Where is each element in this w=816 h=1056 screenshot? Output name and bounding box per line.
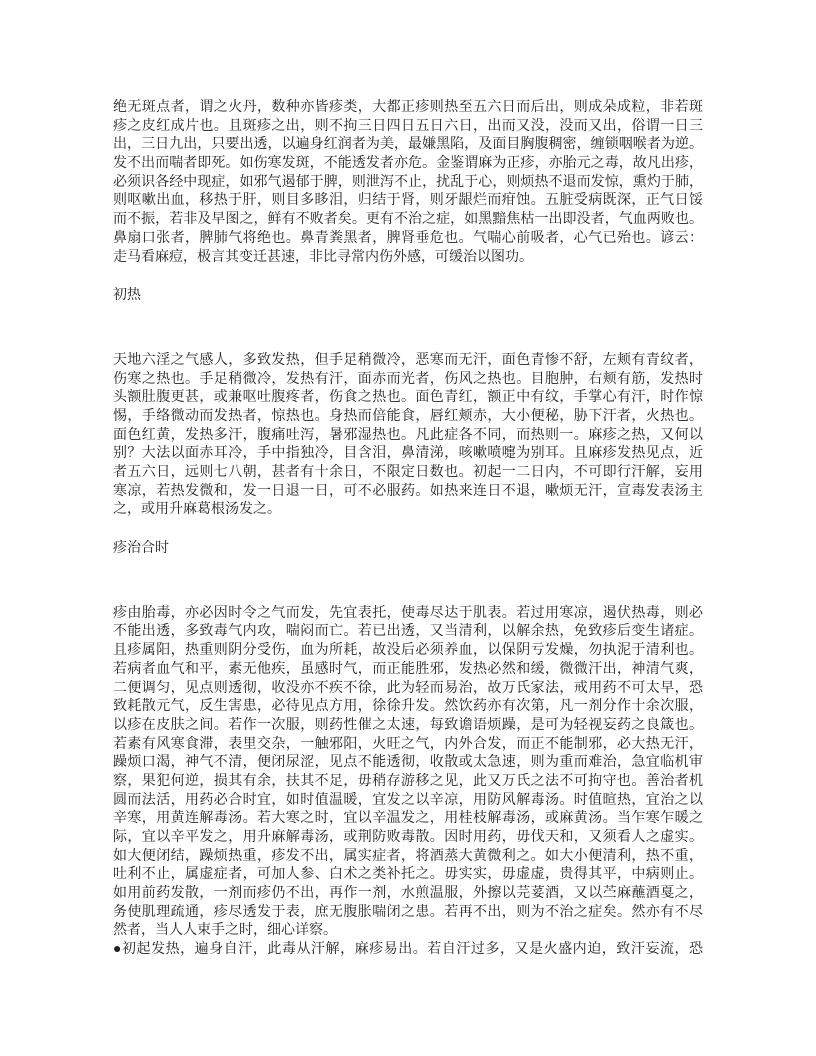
text-line: 如用前药发散，一剂而疹仍不出，再作一剂，水煎温服，外擦以芫荽酒，又以苎麻蘸酒戛之， — [113, 886, 703, 902]
text-line: 如大便闭结，躁烦热重，疹发不出，属实症者，将酒蒸大黄微利之。如大小便清利，热不重， — [113, 848, 703, 864]
bullet-note-paragraph — [113, 941, 703, 960]
text-line: 际，宜以辛平发之，用升麻解毒汤，或荆防败毒散。因时用药，毋伐天和，又须看人之虚实。 — [113, 830, 703, 846]
section-heading-timely-treatment: 疹治合时 — [113, 541, 169, 557]
text-line: 二便调匀，见点则透彻，收没亦不疾不徐，此为轻而易治，故万氏家法，戒用药不可太早，恐 — [113, 680, 703, 696]
text-line: 躁烦口渴，神气不清，便闭尿涩，见点不能透彻，收散或太急速，则为重而难治，急宜临机审 — [113, 755, 703, 771]
section-heading-initial-fever: 初热 — [113, 288, 141, 304]
text-line: 吐利不止，属虚症者，可加人参、白术之类补托之。毋实实，毋虚虚，贵得其平，中病则止。 — [113, 867, 703, 883]
text-line: 寒凉，若热发微和，发一日退一日，可不必服药。如热来连日不退，嗽烦无汗，宣毒发表汤主 — [113, 483, 703, 499]
text-line: 伤寒之热也。手足稍微冷，发热有汗，面赤而光者，伤风之热也。目胞肿，右颊有筋，发热时 — [113, 371, 703, 387]
text-line: 头额肚腹更甚，或兼呕吐腹疼者，伤食之热也。面色青红，额正中有纹，手掌心有汗，时作惊 — [113, 390, 703, 406]
paragraph-initial-fever — [113, 352, 703, 520]
text-line: 惕，手络微动而发热者，惊热也。身热而倍能食，唇红颊赤，大小便秘，胁下汗者，火热也。 — [113, 408, 703, 424]
text-line: 面色红黄，发热多汗，腹痛吐泻，暑邪湿热也。凡此症各不同，而热则一。麻疹之热，又何以 — [113, 427, 703, 443]
text-line: 以疹在皮肤之间。若作一次服，则药性催之太速，每致谵语烦躁，是可为轻视妄药之良箴也。 — [113, 717, 703, 733]
text-line: 绝无斑点者，谓之火丹，数种亦皆疹类，大都正疹则热至五六日而后出，则成朵成粒，非若斑 — [113, 100, 703, 115]
text-line: 之，或用升麻葛根汤发之。 — [113, 502, 281, 518]
text-line: 致耗散元气，反生害患，必待见点方用，徐徐升发。然饮药亦有次第，凡一剂分作十余次服， — [113, 699, 703, 715]
text-line: 且疹属阳，热重则阴分受伤，血为所耗，故没后必须养血，以保阴亏发燥，勿执泥于清利也。 — [113, 643, 703, 659]
paragraph-measles-eruption — [113, 99, 703, 267]
text-line: ●初起发热，遍身自汗，此毒从汗解，麻疹易出。若自汗过多，又是火盛内迫，致汗妄流，恐 — [113, 942, 703, 958]
text-line: 圆而法活，用药必合时宜，如时值温暖，宜发之以辛凉，用防风解毒汤。时值暄热，宜治之以 — [113, 792, 703, 808]
text-line: 若素有风寒食滞，表里交杂，一触邪阳，火旺之气，内外合发，而正不能制邪，必大热无汗， — [113, 736, 703, 752]
text-line: 者五六日，远则七八朝，甚者有十余日，不限定日数也。初起一二日内，不可即行汗解，妄用 — [113, 465, 703, 481]
text-line: 疹由胎毒，亦必因时令之气而发，先宜表托，使毒尽达于肌表。若过用寒凉，遏伏热毒，则必 — [113, 605, 703, 621]
text-line: 而不振，若非及早图之，鲜有不败者矣。更有不治之症，如黑黯焦枯一出即没者，气血两败也。 — [113, 212, 703, 228]
text-line: 务使肌理疏通，疹尽透发于表，庶无腹胀喘闭之患。若再不出，则为不治之症矣。然亦有不尽 — [113, 904, 703, 920]
text-line: 疹之皮红成片也。且斑疹之出，则不拘三日四日五日六日，出而又没，没而又出，俗谓一日三 — [113, 118, 703, 134]
paragraph-timely-treatment — [113, 605, 703, 941]
text-line: 辛寒，用黄连解毒汤。若大寒之时，宜以辛温发之，用桂枝解毒汤，或麻黄汤。当乍寒乍暖之 — [113, 811, 703, 827]
text-line: 发不出而喘者即死。如伤寒发斑，不能透发者亦危。金鉴谓麻为正疹，亦胎元之毒，故凡出疹， — [113, 156, 703, 172]
text-line: 鼻扇口张者，脾肺气将绝也。鼻青粪黑者，脾肾垂危也。气喘心前吸者，心气已殆也。谚云： — [113, 230, 703, 246]
text-line: 必须识各经中现症，如邪气遏郁于脾，则泄泻不止，扰乱于心，则烦热不退而发惊，熏灼于肺， — [113, 174, 703, 190]
text-line: 察，果犯何逆，损其有余，扶其不足，毋稍存游移之见，此又万氏之法不可拘守也。善治者机 — [113, 773, 703, 789]
text-line: 走马看麻痘，极言其变迁甚速，非比寻常内伤外感，可缓治以图功。 — [113, 249, 533, 265]
text-line: 出，三日九出，只要出透，以遍身红润者为美，最嫌黑陷，及面目胸腹稠密，缠锁咽喉者为逆。 — [113, 137, 703, 153]
text-line: 不能出透，多致毒气内攻，喘闷而亡。若已出透，又当清利，以解余热，免致疹后变生诸症。 — [113, 624, 703, 640]
text-line: 则呕嗽出血，移热于肝，则目多眵泪，归结于肾，则牙龈烂而疳蚀。五脏受病既深，正气日馁 — [113, 193, 703, 209]
text-line: 别？大法以面赤耳冷，手中指独冷，目含泪，鼻清涕，咳嗽喷嚏为别耳。且麻疹发热见点，近 — [113, 446, 703, 462]
text-line: 若病者血气和平，素无他疾，虽感时气，而正能胜邪，发热必然和缓，微微汗出，神清气爽， — [113, 661, 703, 677]
text-line: 天地六淫之气感人，多致发热，但手足稍微冷，恶寒而无汗，面色青惨不舒，左颊有青纹者， — [113, 352, 703, 368]
text-line: 然者，当人人束手之时，细心详察。 — [113, 923, 337, 939]
